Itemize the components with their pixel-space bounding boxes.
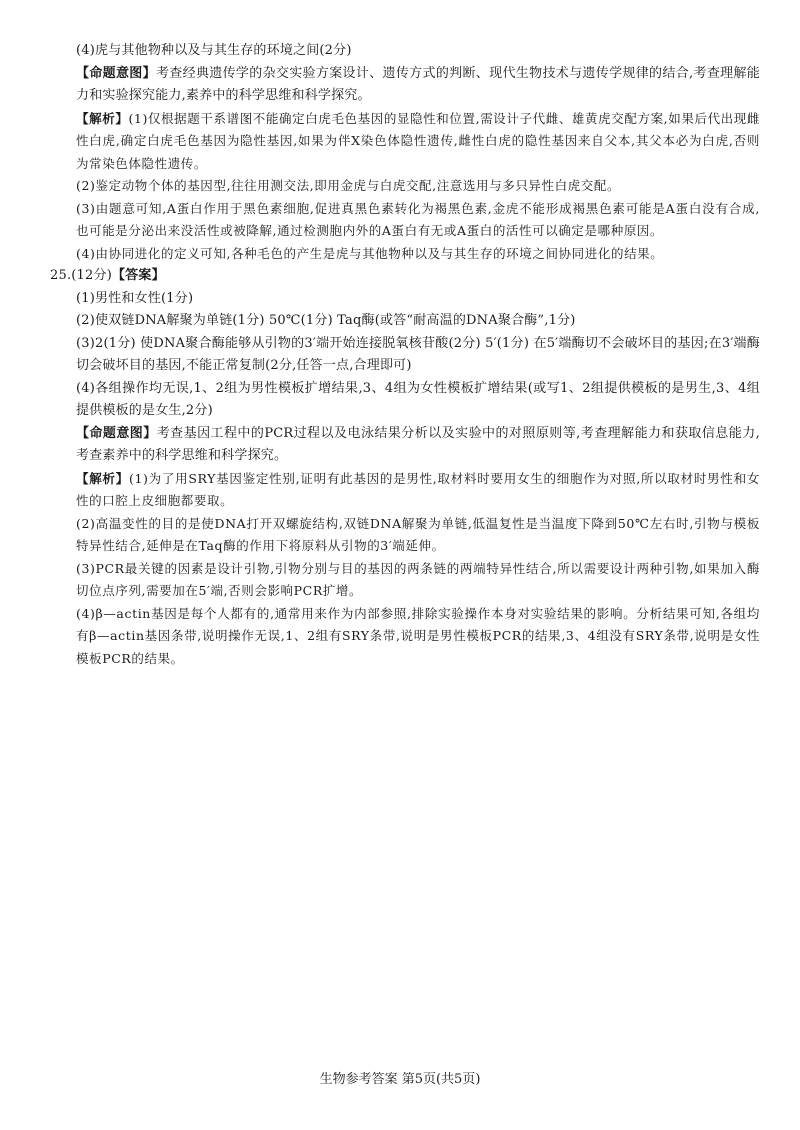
q24-analysis-1 bbox=[50, 108, 760, 176]
q25-answer-4: (4)各组操作均无误,1、2组为男性模板扩增结果,3、4组为女性模板扩增结果(或写1、2组提供模板的是男生,3、4组提供模板的是女生,2分) bbox=[76, 380, 760, 418]
q25-answer-2: (2)使双链DNA解聚为单链(1分) 50℃(1分) Taq酶(或答“耐高温的DNA聚合酶”,1分) bbox=[76, 313, 576, 328]
analysis-tag: 【解析】 bbox=[76, 110, 129, 126]
question-number: 25.(12分) bbox=[50, 268, 112, 283]
q24-intent bbox=[50, 63, 760, 108]
q25-answer-1: (1)男性和女性(1分) bbox=[76, 290, 194, 306]
q25-heading bbox=[50, 265, 760, 288]
page-footer: 生物参考答案 第5页(共5页) bbox=[319, 1072, 481, 1087]
q24-part4-answer: (4)虎与其他物种以及与其生存的环境之间(2分) bbox=[76, 43, 352, 58]
q25-analysis-4: (4)β—actin基因是每个人都有的,通常用来作为内部参照,排除实验操作本身对实验结果的影响。分析结果可知,各组均有β—actin基因条带,说明操作无误,1、2组有SRY条带,说明是男性模板PCR的结果,3、4组没有SRY条带,说明是女性模板PCR的结果。 bbox=[76, 605, 760, 666]
q24-analysis-3: (3)由题意可知,A蛋白作用于黑色素细胞,促进真黑色素转化为褐黑色素,金虎不能形成褐黑色素可能是A蛋白没有合成,也可能是分泌出来没活性或被降解,通过检测胞内外的A蛋白有无或A蛋白的活性可以确定是哪种原因。 bbox=[76, 200, 760, 238]
intent-tag: 【命题意图】 bbox=[76, 65, 156, 81]
intent-tag: 【命题意图】 bbox=[76, 425, 157, 441]
analysis-text: (1)为了用SRY基因鉴定性别,证明有此基因的是男性,取材料时要用女生的细胞作为对照,所以取材时男性和女性的口腔上皮细胞都要取。 bbox=[76, 470, 760, 508]
analysis-tag: 【解析】 bbox=[76, 470, 129, 486]
q25-answer-3: (3)2(1分) 使DNA聚合酶能够从引物的3′端开始连接脱氧核苷酸(2分) 5′(1分) 在5′端酶切不会破坏目的基因;在3′端酶切会破坏目的基因,不能正常复制(2分,任答一点,合理即可) bbox=[76, 335, 760, 373]
answer-page-content bbox=[50, 40, 760, 670]
q24-analysis-2: (2)鉴定动物个体的基因型,往往用测交法,即用金虎与白虎交配,注意选用与多只异性白虎交配。 bbox=[76, 178, 621, 193]
analysis-text: (1)仅根据题干系谱图不能确定白虎毛色基因的显隐性和位置,需设计子代雌、雄黄虎交配方案,如果后代出现雌性白虎,确定白虎毛色基因为隐性基因,如果为伴X染色体隐性遗传,雌性白虎的隐性基因来自父本,其父本必为白虎,否则为常染色体隐性遗传。 bbox=[76, 110, 760, 171]
answer-tag: 【答案】 bbox=[111, 268, 165, 283]
q25-intent bbox=[50, 423, 760, 468]
intent-text: 考查基因工程中的PCR过程以及电泳结果分析以及实验中的对照原则等,考查理解能力和获取信息能力,考查素养中的科学思维和科学探究。 bbox=[76, 425, 760, 463]
q25-analysis-1 bbox=[50, 468, 760, 513]
q25-analysis-2: (2)高温变性的目的是使DNA打开双螺旋结构,双链DNA解聚为单链,低温复性是当温度下降到50℃左右时,引物与模板特异性结合,延伸是在Taq酶的作用下将原料从引物的3′端延伸。 bbox=[76, 515, 760, 553]
q24-analysis-4: (4)由协同进化的定义可知,各种毛色的产生是虎与其他物种以及与其生存的环境之间协同进化的结果。 bbox=[76, 245, 664, 261]
intent-text: 考查经典遗传学的杂交实验方案设计、遗传方式的判断、现代生物技术与遗传学规律的结合,考查理解能力和实验探究能力,素养中的科学思维和科学探究。 bbox=[76, 65, 760, 103]
q25-analysis-3: (3)PCR最关键的因素是设计引物,引物分别与目的基因的两条链的两端特异性结合,所以需要设计两种引物,如果加入酶切位点序列,需要加在5′端,否则会影响PCR扩增。 bbox=[76, 560, 760, 598]
